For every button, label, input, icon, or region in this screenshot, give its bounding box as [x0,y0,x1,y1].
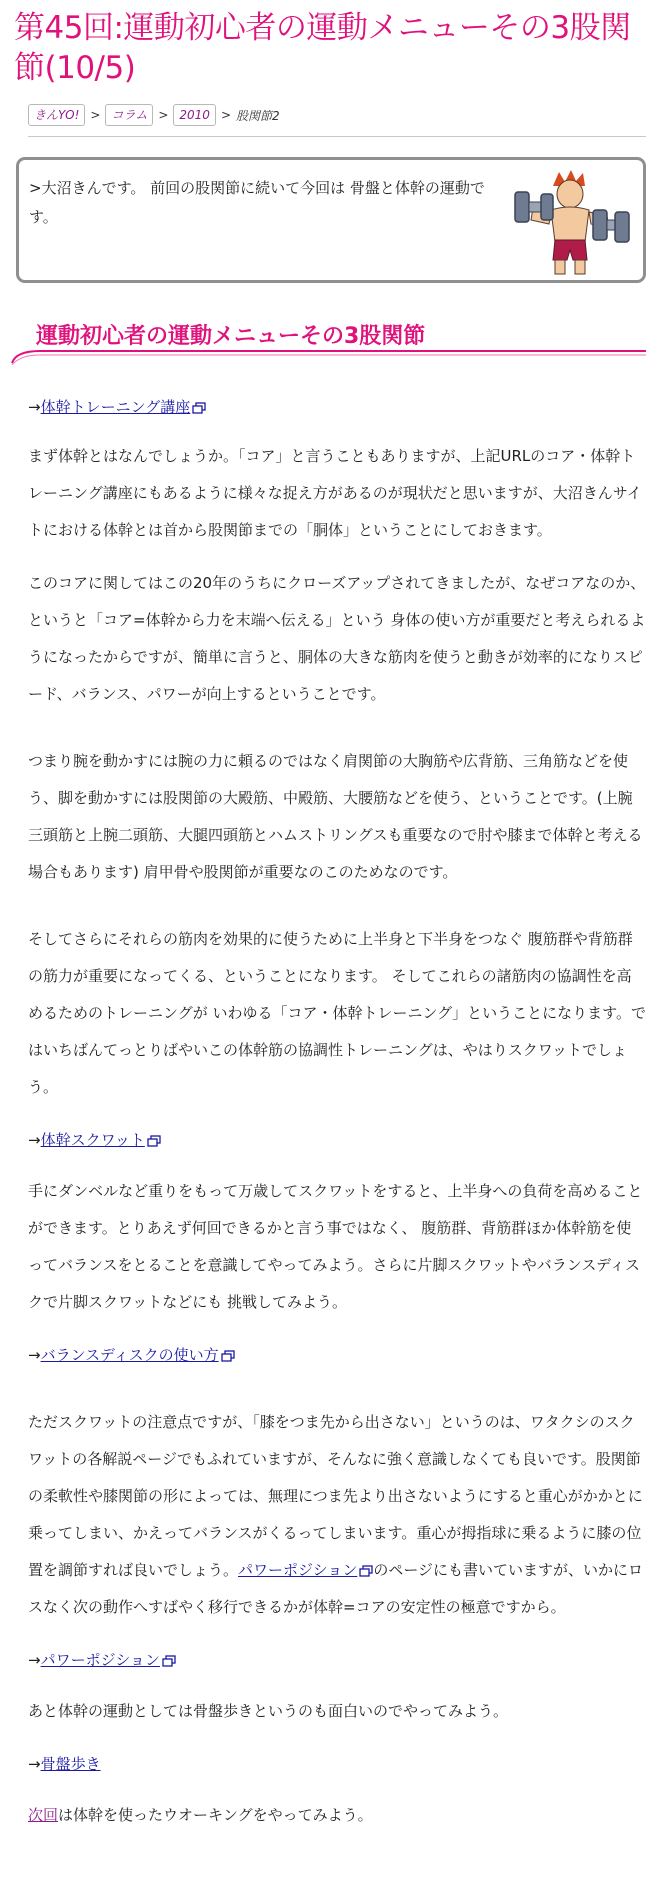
link-line-taikan-training [28,389,646,426]
link-next-article[interactable]: 次回 [28,1806,59,1824]
paragraph-2: このコアに関してはこの20年のうちにクローズアップされてきましたが、なぜコアなのか、というと「コア=体幹から力を末端へ伝える」という 身体の使い方が重要だと考えられるようになったからですが、簡単に言うと、胴体の大きな筋肉を使うと動きが効率的になりスピード、バランス、パワーが向上するということです。 [28,574,646,703]
next-article-text: は体幹を使ったウオーキングをやってみよう。 [58,1806,373,1824]
paragraph-3: つまり腕を動かすには腕の力に頼るのではなく肩関節の大胸筋や広背筋、三角筋などを使う、脚を動かすには股関節の大殿筋、中殿筋、大腰筋などを使う、ということです。(上腕三頭筋と上腕二頭筋、大腿四頭筋とハムストリングスも重要なので肘や膝まで体幹と考える場合もあります) 肩甲骨や股関節が重要なのこのためなのです。 [28,752,643,881]
arrow-glyph: → [28,1651,41,1669]
paragraph-6-text-after: のページにも書いていますが、いかにロスなく次の動作へすばやく移行できるかが体幹=コアの安定性の極意ですから。 [28,1561,644,1616]
arrow-glyph: → [28,1131,41,1149]
breadcrumb-separator: > [158,108,169,122]
paragraph-1: まず体幹とはなんでしょうか。「コア」と言うこともありますが、上記URLのコア・体幹トレーニング講座にもあるように様々な捉え方があるのが現状だと思いますが、大沼きんサイトにおける体幹とは首から股関節までの「胴体」ということにしておきます。 [28,447,642,539]
heading-underline-decoration [10,313,646,367]
paragraph-4: そしてさらにそれらの筋肉を効果的に使うために上半身と下半身をつなぐ 腹筋群や背筋群の筋力が重要になってくる、ということになります。 そしてこれらの諸筋肉の協調性を高めるためのトレーニングが いわゆる「コア・体幹トレーニング」ということになります。ではいちばんてっとりばやいこの体幹筋の協調性トレーニングは、やはりスクワットでしょう。 [28,930,646,1096]
breadcrumb-separator: > [90,108,101,122]
external-window-icon [147,1135,161,1147]
link-power-position-inline[interactable]: パワーポジション [238,1561,358,1579]
link-pelvis-walk[interactable]: 骨盤歩き [40,1755,101,1773]
paragraph-7: あと体幹の運動としては骨盤歩きというのも面白いのでやってみよう。 [28,1702,509,1720]
article-content [0,389,660,1834]
page-title: 第45回:運動初心者の運動メニューその3股関節(10/5) [14,10,631,86]
arrow-glyph: → [28,398,41,416]
section-title: 運動初心者の運動メニューその3股関節 [36,324,426,349]
intro-box [16,157,646,283]
link-taikan-training[interactable]: 体幹トレーニング講座 [40,398,191,416]
external-window-icon [192,402,206,414]
link-power-position[interactable]: パワーポジション [40,1651,160,1669]
paragraph-6-text-before: ただスクワットの注意点ですが、「膝をつま先から出さない」というのは、ワタクシのスクワットの各解説ページでもふれていますが、そんなに強く意識しなくても良いです。股関節の柔軟性や膝関節の形によっては、無理につま先より出さないようにすると重心がかかとに乗ってしまい、かえってバランスがくるってしまいます。重心が拇指球に乗るように膝の位置を調節すれば良いでしょう。 [28,1413,643,1579]
next-article-line [28,1797,646,1834]
external-window-icon [221,1350,235,1362]
link-line-squat [28,1122,646,1159]
link-line-pelvis-walk [28,1746,646,1783]
paragraph-5: 手にダンベルなど重りをもって万歳してスクワットをすると、上半身への負荷を高めることができます。とりあえず何回できるかと言う事ではなく、 腹筋群、背筋群ほか体幹筋を使ってバランスをとることを意識してやってみよう。さらに片脚スクワットやバランスディスクで片脚スクワットなどにも 挑戦してみよう。 [28,1182,643,1311]
arrow-glyph: → [28,1346,41,1364]
arrow-glyph: → [28,1755,41,1773]
breadcrumb-item-home[interactable]: きんYO! [28,104,85,126]
intro-text: >大沼きんです。 前回の股関節に続いて今回は 骨盤と体幹の運動です。 [29,179,485,226]
breadcrumb-item-year[interactable]: 2010 [173,104,216,126]
external-window-icon [162,1655,176,1667]
external-window-icon [359,1565,373,1577]
link-taikan-squat[interactable]: 体幹スクワット [40,1131,145,1149]
breadcrumb-item-column[interactable]: コラム [105,104,153,126]
link-balance-disc[interactable]: バランスディスクの使い方 [40,1346,219,1364]
breadcrumb-separator: > [220,108,232,122]
link-line-balance-disc [28,1337,646,1374]
link-line-power-position [28,1642,646,1679]
mascot-dumbbell-figure-icon [513,168,631,276]
breadcrumb [28,104,646,137]
breadcrumb-current: 股関節2 [236,108,280,123]
paragraph-6 [28,1404,646,1626]
section-heading [10,313,646,367]
